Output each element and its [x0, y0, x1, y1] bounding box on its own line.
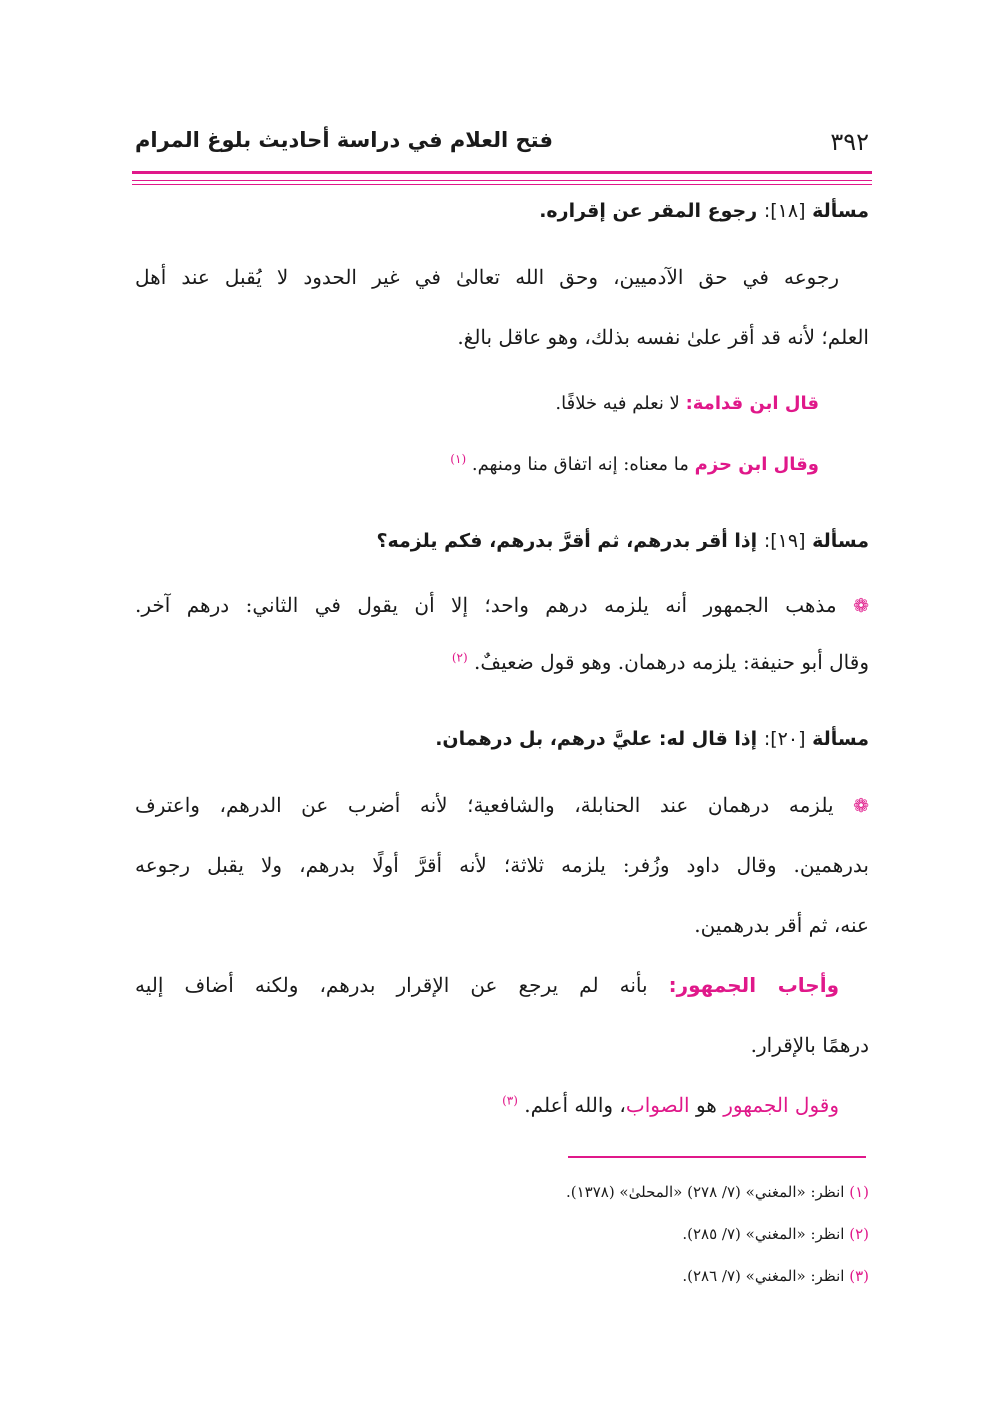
footnote-number: (٣) [849, 1267, 869, 1285]
paragraph-line [135, 593, 869, 617]
answer-label: وأجاب الجمهور: [668, 973, 840, 997]
flower-icon: ❁ [853, 595, 870, 617]
footnote-text: انظر: «المغني» (٧/ ٢٨٦). [682, 1267, 845, 1285]
masala-label: مسألة [812, 530, 869, 552]
conclusion-part: وقول الجمهور [723, 1093, 839, 1117]
footnote-ref: (٣) [502, 1093, 518, 1108]
conclusion-part: هو [695, 1093, 717, 1117]
header-rule [132, 171, 872, 174]
paragraph-line [135, 650, 869, 674]
masala-18-heading [135, 200, 869, 222]
masala-19-heading [135, 530, 869, 552]
masala-number: [١٩]: [763, 530, 806, 552]
book-title: فتح العلام في دراسة أحاديث بلوغ المرام [135, 128, 553, 152]
footnote [135, 1225, 869, 1243]
masala-label: مسألة [812, 728, 869, 750]
masala-title: إذا قال له: عليَّ درهم، بل درهمان. [435, 728, 758, 750]
paragraph-line [135, 793, 869, 817]
conclusion-line [135, 1093, 869, 1117]
paragraph-text: يلزمه درهمان عند الحنابلة، والشافعية؛ لأنه أضرب عن الدرهم، واعترف [135, 793, 834, 817]
page-header [135, 128, 869, 168]
footnote-text: انظر: «المغني» (٧/ ٢٧٨) «المحلىٰ» (١٣٧٨). [565, 1183, 845, 1201]
paragraph-text: مذهب الجمهور أنه يلزمه درهم واحد؛ إلا أن يقول في الثاني: درهم آخر. [135, 593, 837, 617]
masala-label: مسألة [812, 200, 869, 222]
masala-number: [١٨]: [763, 200, 806, 222]
paragraph-line [135, 973, 869, 997]
quote-label: وقال ابن حزم [694, 454, 819, 475]
conclusion-part: الصواب [625, 1093, 690, 1117]
flower-icon: ❁ [853, 795, 870, 817]
footnote [135, 1183, 869, 1201]
header-rule-thin [132, 180, 872, 181]
footnote-ref: (١) [450, 452, 467, 466]
paragraph-line: العلم؛ لأنه قد أقر علىٰ نفسه بذلك، وهو عاقل بالغ. [457, 325, 869, 349]
paragraph-line: عنه، ثم أقر بدرهمين. [694, 913, 869, 937]
quote-text: لا نعلم فيه خلافًا. [555, 393, 680, 414]
footnote-rule [568, 1156, 866, 1158]
quote-ibn-hazm [135, 452, 869, 475]
page-number: ٣٩٢ [830, 128, 869, 156]
paragraph-text: بأنه لم يرجع عن الإقرار بدرهم، ولكنه أضاف إليه [135, 973, 648, 997]
masala-title: إذا أقر بدرهم، ثم أقرَّ بدرهم، فكم يلزمه؟ [376, 530, 758, 552]
quote-text: ما معناه: إنه اتفاق منا ومنهم. [471, 454, 689, 475]
footnote-text: انظر: «المغني» (٧/ ٢٨٥). [682, 1225, 845, 1243]
conclusion-part: ، والله أعلم. [524, 1093, 626, 1117]
footnote-number: (١) [849, 1183, 869, 1201]
paragraph-line: درهمًا بالإقرار. [750, 1033, 869, 1057]
footnote-number: (٢) [849, 1225, 869, 1243]
masala-20-heading [135, 728, 869, 750]
masala-number: [٢٠]: [763, 728, 806, 750]
paragraph-text: وقال أبو حنيفة: يلزمه درهمان. وهو قول ضعيفٌ. [474, 650, 869, 674]
paragraph-line: بدرهمين. وقال داود وزُفر: يلزمه ثلاثة؛ لأنه أقرَّ أولًا بدرهم، ولا يقبل رجوعه [135, 853, 869, 877]
quote-label: قال ابن قدامة: [685, 393, 819, 414]
masala-title: رجوع المقر عن إقراره. [539, 200, 758, 222]
footnote [135, 1267, 869, 1285]
header-rule-thin-2 [132, 184, 872, 185]
footnote-ref: (٢) [451, 650, 468, 665]
quote-ibn-qudama [135, 393, 869, 414]
paragraph-line: رجوعه في حق الآدميين، وحق الله تعالىٰ في غير الحدود لا يُقبل عند أهل [135, 265, 839, 289]
